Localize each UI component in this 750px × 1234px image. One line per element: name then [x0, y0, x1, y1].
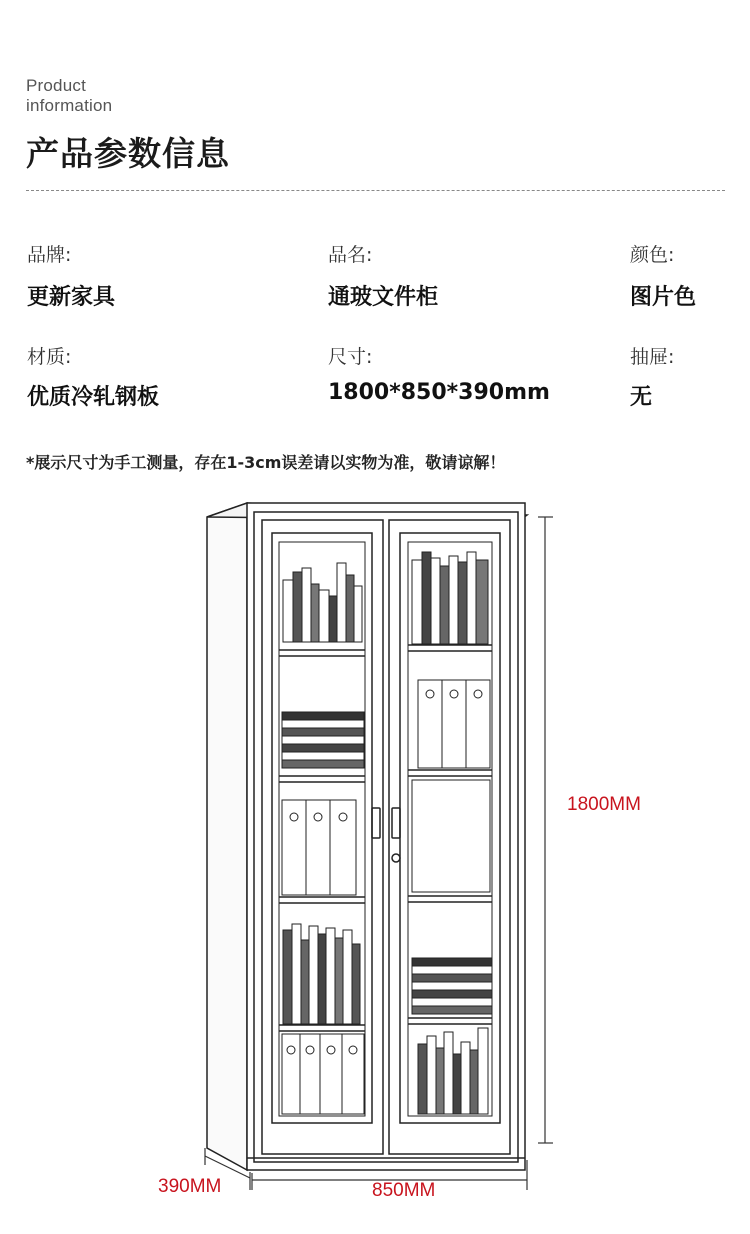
- drawer-value: 无: [630, 385, 653, 410]
- product-name-label: 品名:: [328, 244, 373, 266]
- page-title: 产品参数信息: [26, 134, 230, 173]
- brand-label: 品牌:: [27, 244, 72, 266]
- product-name-value: 通玻文件柜: [328, 285, 439, 310]
- drawer-label: 抽屉:: [630, 346, 675, 368]
- english-subtitle-line2: information: [26, 96, 113, 115]
- height-dimension-label: 1800MM: [567, 794, 641, 815]
- depth-dimension-label: 390MM: [158, 1176, 222, 1197]
- material-label: 材质:: [27, 346, 72, 368]
- material-value: 优质冷轧钢板: [27, 385, 160, 410]
- color-label: 颜色:: [630, 244, 675, 266]
- width-dimension-label: 850MM: [372, 1180, 436, 1201]
- english-subtitle-line1: Product: [26, 76, 86, 95]
- cabinet-side-panel: [207, 503, 247, 1170]
- color-value: 图片色: [630, 285, 697, 310]
- brand-value: 更新家具: [27, 285, 116, 310]
- size-label: 尺寸:: [328, 346, 373, 368]
- size-value: 1800*850*390mm: [328, 380, 550, 405]
- measurement-note: *展示尺寸为手工测量，存在1-3cm误差请以实物为准，敬请谅解！: [26, 453, 506, 472]
